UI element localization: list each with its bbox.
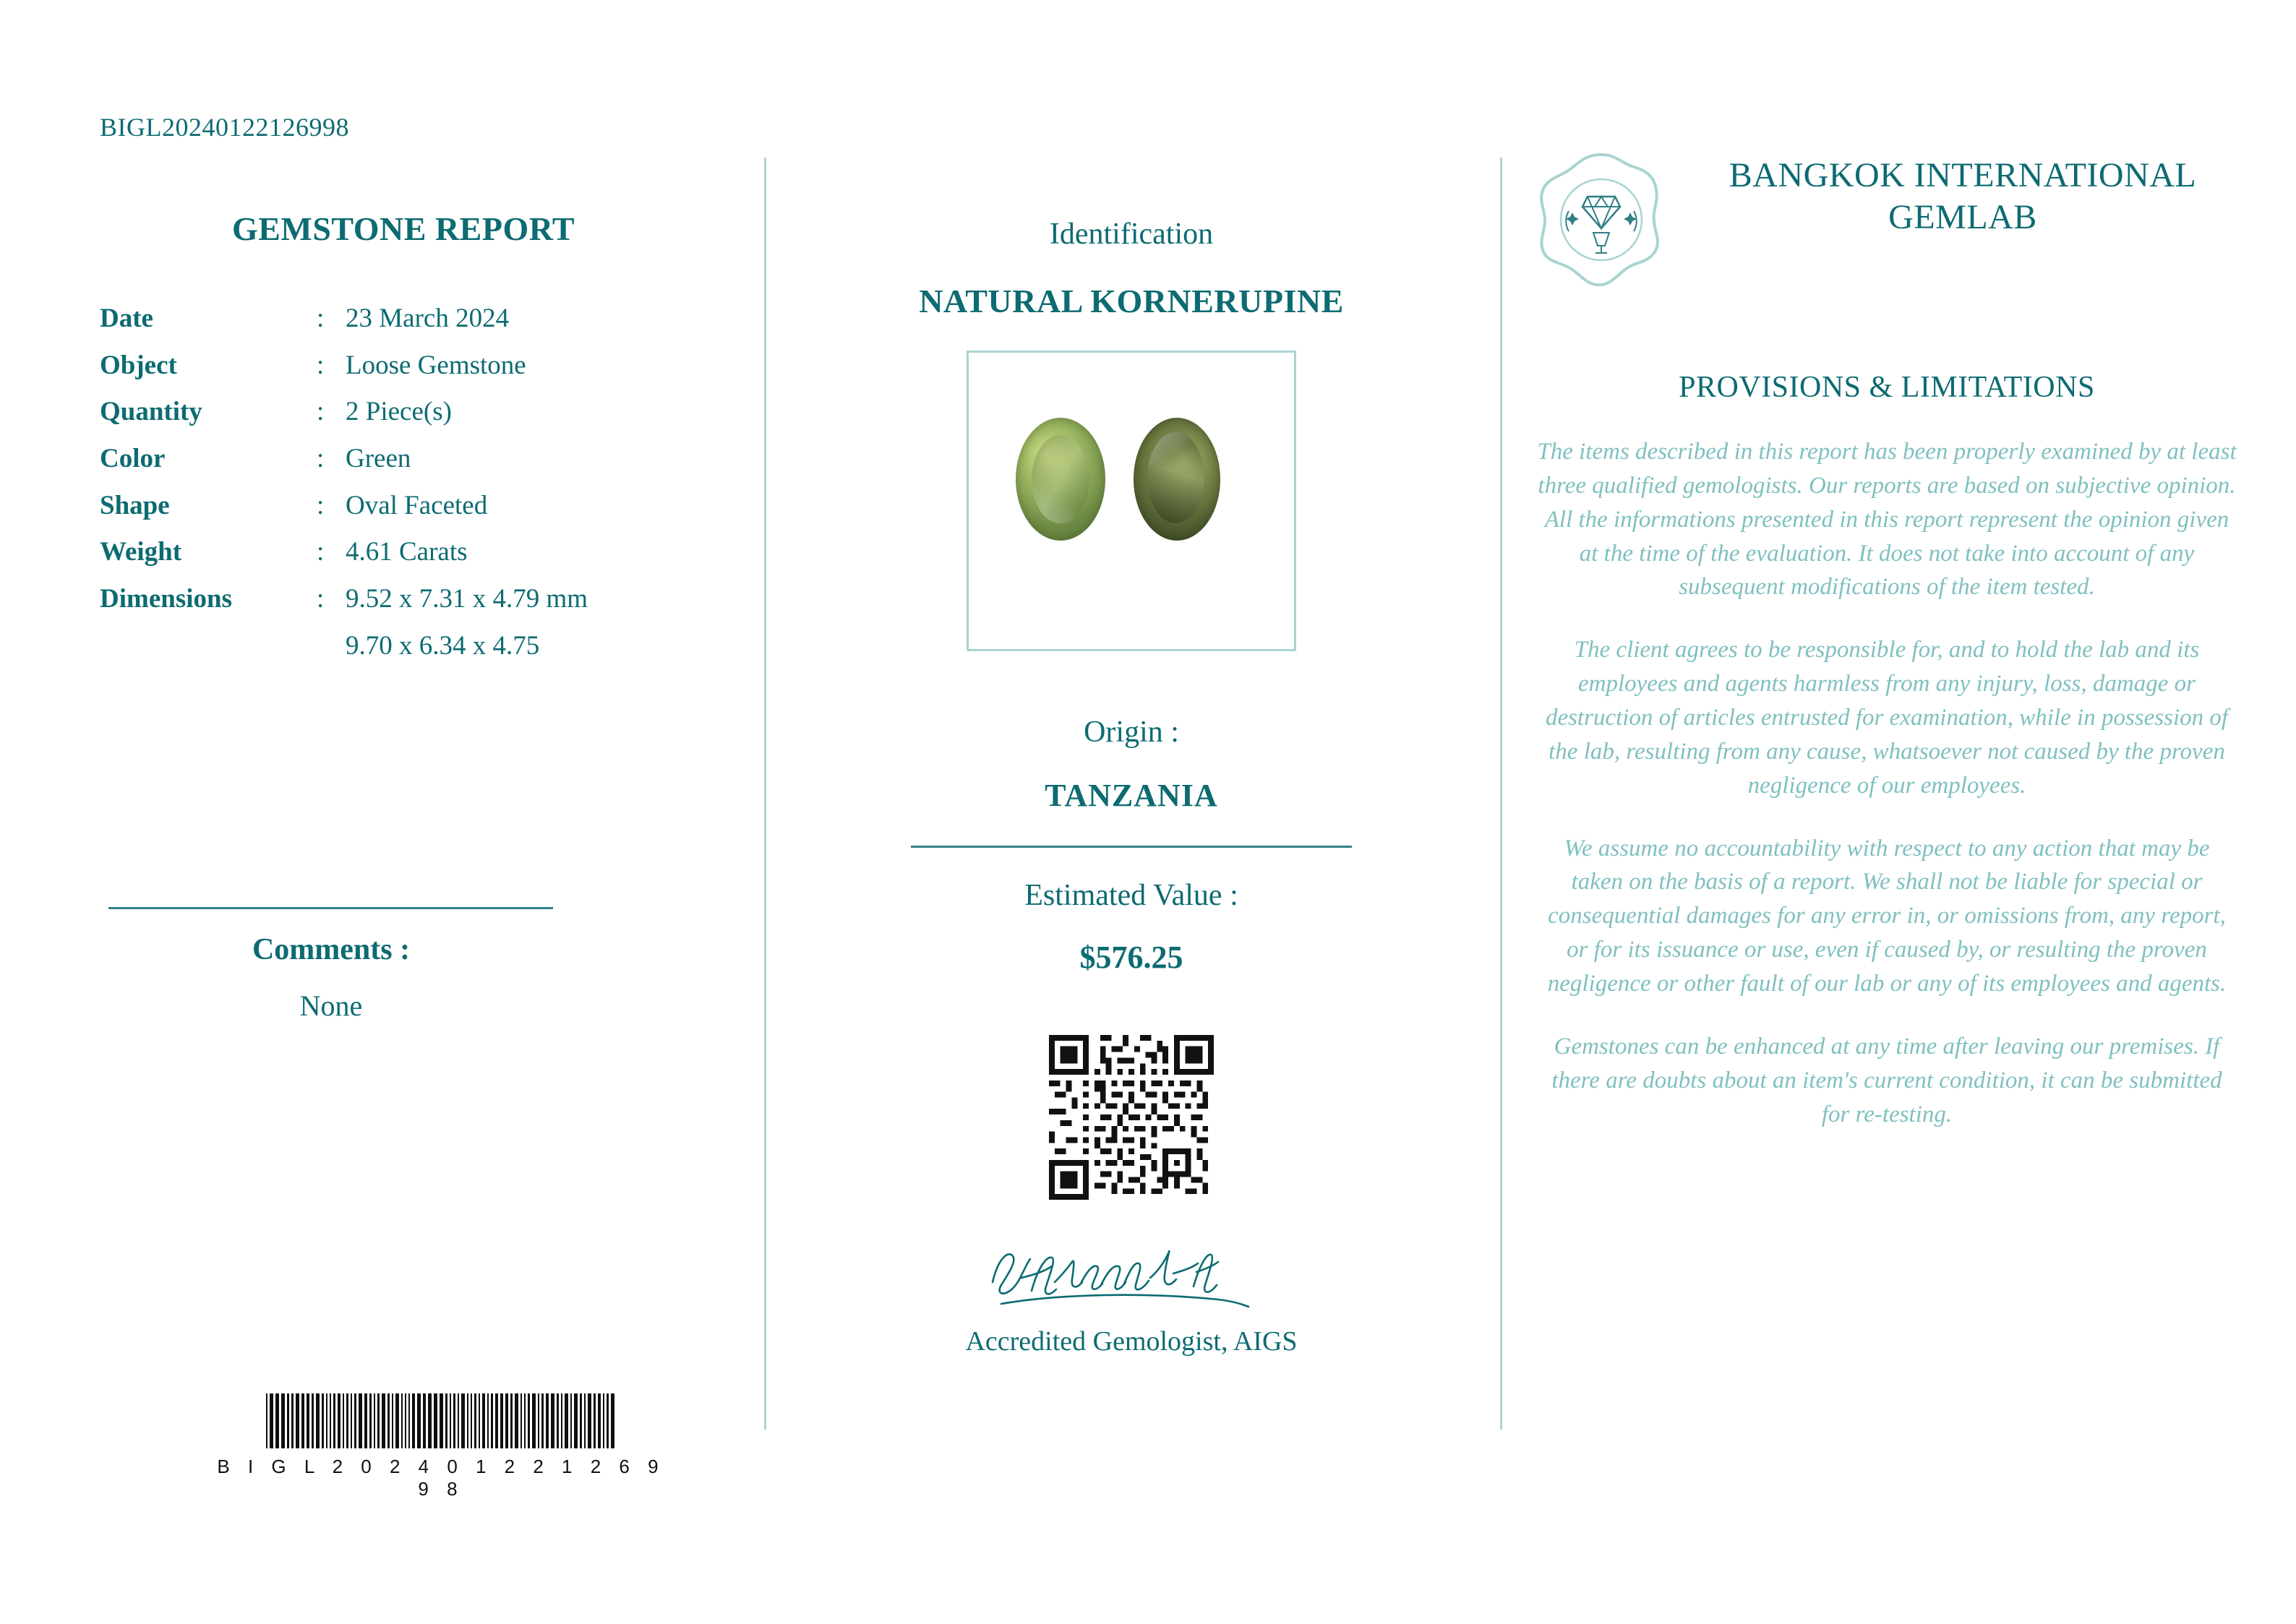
table-row <box>100 444 588 491</box>
table-row <box>100 398 588 444</box>
spec-value-color: Green <box>346 444 411 474</box>
estimated-value-label: Estimated Value : <box>1024 879 1238 912</box>
signature-icon <box>980 1237 1283 1317</box>
spec-label-quantity: Quantity <box>100 397 202 427</box>
spec-label-weight: Weight <box>100 537 182 567</box>
spec-colon: : <box>317 537 325 567</box>
table-row <box>100 491 588 538</box>
right-column <box>1525 145 2248 1160</box>
barcode-icon <box>210 1393 672 1448</box>
divider <box>911 846 1352 848</box>
divider <box>108 907 553 909</box>
report-id: BIGL20240122126998 <box>100 113 349 142</box>
lab-logo-svg <box>1525 145 1677 296</box>
page-title: GEMSTONE REPORT <box>231 210 575 247</box>
comments-label: Comments : <box>252 933 411 966</box>
table-row <box>100 538 588 585</box>
signature-svg <box>980 1237 1283 1317</box>
barcode-text: B I G L 2 0 2 4 0 1 2 2 1 2 6 9 9 8 <box>217 1456 665 1500</box>
table-row <box>100 351 588 398</box>
gem-specs-table <box>100 304 588 679</box>
gemstone-oval-right-icon <box>1134 418 1220 541</box>
table-row <box>100 304 588 351</box>
provisions-paragraph-4: Gemstones can be enhanced at any time after leaving our premises. If there are doubts about an item's current condition, it can be submitted for re-testing. <box>1551 1033 2222 1127</box>
identification-value: NATURAL KORNERUPINE <box>919 283 1344 319</box>
spec-colon: : <box>317 584 325 614</box>
spec-label-shape: Shape <box>100 490 170 520</box>
barcode-block <box>210 1393 672 1500</box>
spec-label-color: Color <box>100 444 166 474</box>
spec-value-quantity: 2 Piece(s) <box>346 397 452 427</box>
estimated-value-amount: $576.25 <box>1079 940 1183 975</box>
spec-colon: : <box>317 490 325 520</box>
table-row <box>100 585 588 632</box>
origin-label: Origin : <box>1084 716 1179 749</box>
column-divider-right <box>1500 158 1502 1430</box>
brand-title: BANGKOK INTERNATIONAL GEMLAB <box>1729 156 2197 236</box>
spec-label-object: Object <box>100 350 177 380</box>
provisions-paragraph-1: The items described in this report has been properly examined by at least three qualified gemologists. Our reports are based on subjective opinion. All the informations presented in this report represent the opinion given at the time of the evaluation. It does not take into account of any subsequent modifications of the item tested. <box>1537 439 2237 601</box>
spec-value-shape: Oval Faceted <box>346 490 488 520</box>
comments-value: None <box>299 989 363 1022</box>
spec-value-object: Loose Gemstone <box>346 350 526 380</box>
spec-label-date: Date <box>100 304 153 333</box>
spec-colon: : <box>317 304 325 333</box>
brand-header <box>1525 145 2248 296</box>
provisions-body <box>1525 435 2248 1131</box>
table-row <box>100 632 588 679</box>
lab-logo-icon <box>1525 145 1677 296</box>
left-column <box>100 210 721 679</box>
provisions-paragraph-3: We assume no accountability with respect to any action that may be taken on the basis of a report. We shall not be liable for special or consequential damages for any error in, or omissions from, any report, or for its issuance or use, even if caused by, or resulting the proven negligence or other fault of our lab or any of its employees and agents. <box>1547 835 2227 997</box>
provisions-paragraph-2: The client agrees to be responsible for, and to hold the lab and its employees and agents harmless from any injury, loss, damage or destruction of articles entrusted for examination, while in possession of the lab, resulting from any cause, whatsoever not caused by the proven negligence of our employees. <box>1545 637 2229 799</box>
spec-value-date: 23 March 2024 <box>346 304 510 333</box>
spec-label-dimensions: Dimensions <box>100 584 232 614</box>
provisions-title: PROVISIONS & LIMITATIONS <box>1679 371 2095 404</box>
spec-value-dimensions-second: 9.70 x 6.34 x 4.75 <box>346 630 540 661</box>
spec-colon: : <box>317 350 325 380</box>
gemologist-caption: Accredited Gemologist, AIGS <box>965 1326 1298 1357</box>
origin-value: TANZANIA <box>1045 778 1218 813</box>
qr-code-svg <box>1049 1035 1214 1200</box>
spec-value-weight: 4.61 Carats <box>346 537 468 567</box>
qr-code-icon[interactable] <box>1049 1035 1214 1200</box>
spec-colon: : <box>317 397 325 427</box>
gemstone-photo <box>967 351 1296 651</box>
identification-label: Identification <box>1049 218 1214 251</box>
gemstone-oval-left-icon <box>1016 418 1105 541</box>
column-divider-left <box>764 158 766 1430</box>
spec-colon: : <box>317 444 325 474</box>
spec-value-dimensions: 9.52 x 7.31 x 4.79 mm <box>346 584 588 614</box>
middle-column <box>788 217 1475 1357</box>
